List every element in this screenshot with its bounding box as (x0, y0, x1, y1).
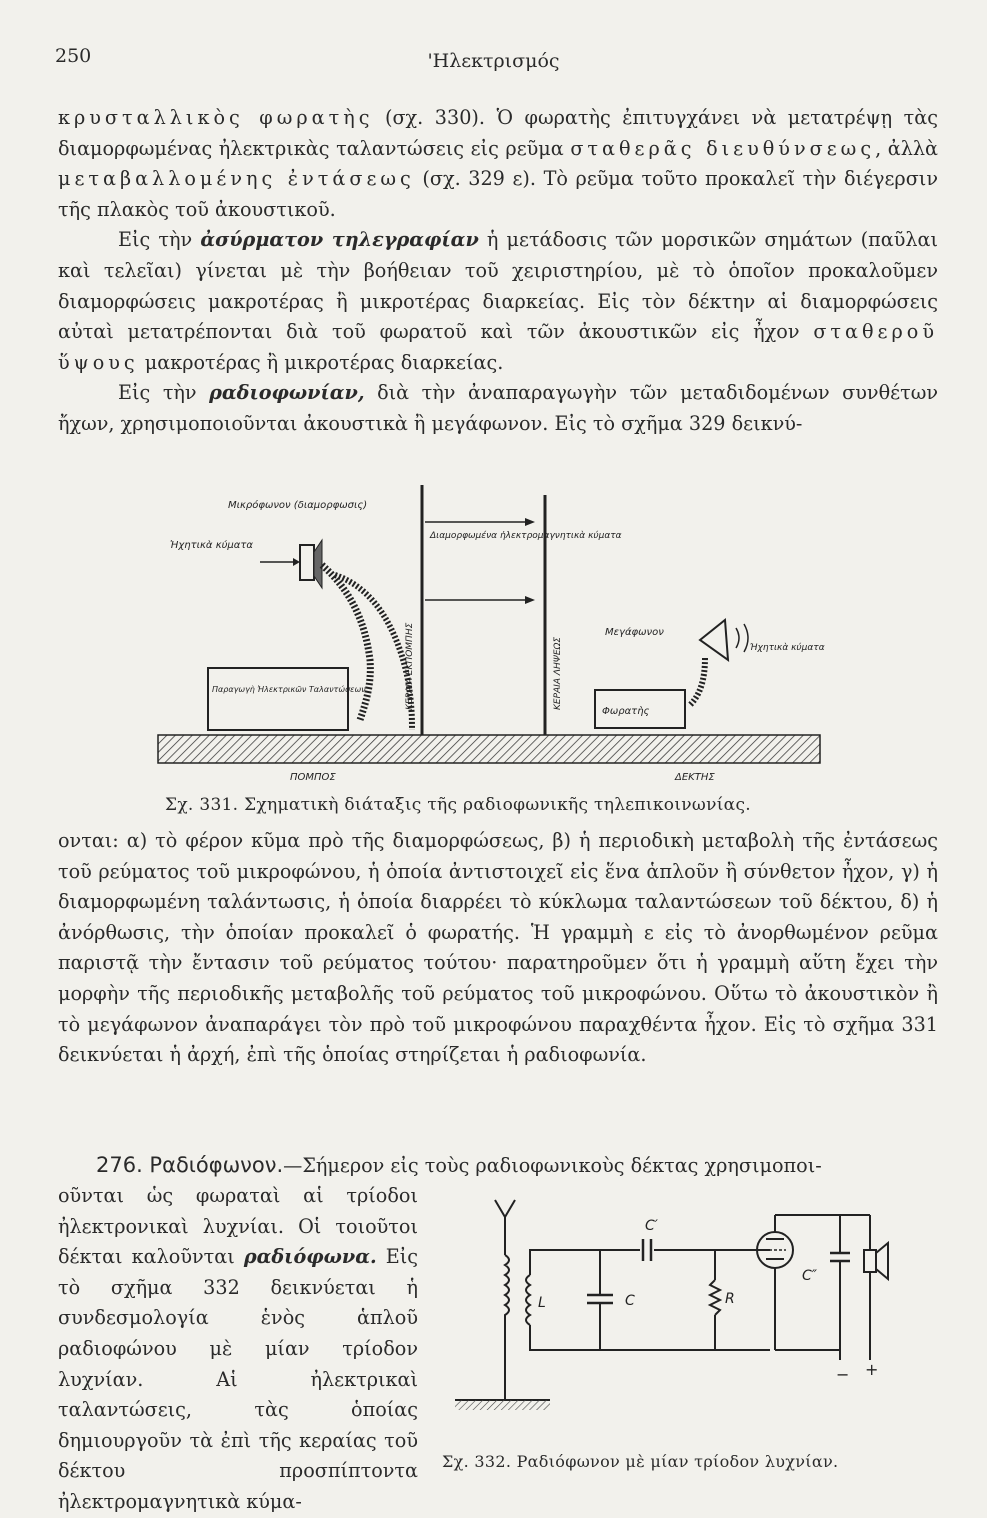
figure-332-circuit (440, 1195, 920, 1445)
label-transmit-antenna: ΚΕΡΑΙΑ ΕΚΠΟΜΠΗΣ (405, 622, 415, 710)
microphone-horn (314, 540, 322, 588)
label-oscillation-generator: Παραγωγὴ Ἠλεκτρικῶν Ταλαντώσεων (212, 685, 366, 694)
text-run: μακροτέρας ἢ μικροτέρας διαρκείας. (138, 350, 504, 374)
label-C-double: C″ (802, 1268, 818, 1284)
text-run: (σχ. 329 ε). Τὸ ρεῦμα τοῦτο προκαλεῖ τὴν διέγερσιν τῆς πλακὸς τοῦ ἀκουστικοῦ. (58, 167, 938, 221)
text-run: διὰ τὴν ἀναπαραγωγὴν τῶν μεταδιδομένων συνθέτων ἤχων, χρησιμοποιοῦνται ἀκουστικὰ ἢ μεγάφωνον. Εἰς τὸ σχῆμα 329 δεικνύ- (58, 381, 938, 435)
bold-term: ραδιοφωνίαν, (209, 381, 365, 405)
label-receive-antenna: ΚΕΡΑΙΑ ΛΗΨΕΩΣ (553, 636, 563, 710)
paragraph-5 (58, 1181, 418, 1518)
spaced-term: σταθερᾶς διευθύνσεως (570, 136, 876, 160)
wave-arrow-head (525, 518, 535, 526)
text-run: Εἰς τὸ σχῆμα 332 δεικνύεται ἡ συνδεσμολογία ἑνὸς ἁπλοῦ ραδιοφώνου μὲ μίαν τρίοδον λυχνίαν. Αἱ ἠλεκτρικαὶ ταλαντώσεις, τὰς ὁποίας δημιουργοῦν τὰ ἐπὶ τῆς κεραίας τοῦ δέκτου προσπίπτοντα ἠλεκτρομαγνητικὰ κύμα- (58, 1245, 418, 1513)
antenna-coil (505, 1255, 509, 1400)
label-C: C (625, 1293, 635, 1309)
text-run: (σχ. 330). Ὁ φωρατὴς ἐπιτυγχάνει νὰ μετατρέψῃ τὰς διαμορφωμένας ἠλεκτρικὰς ταλαντώσεις εἰς ρεῦμα (58, 106, 938, 160)
label-sound-waves-right: Ἠχητικὰ κύματα (750, 643, 825, 653)
bold-term: ραδιόφωνα. (243, 1245, 377, 1269)
section-first-line: —Σήμερον εἰς τοὺς ραδιοφωνικοὺς δέκτας χρησιμοποι- (283, 1154, 822, 1177)
label-receiver: ΔΕΚΤΗΣ (675, 772, 715, 783)
loudspeaker-cable (690, 658, 705, 705)
text-run: , ἀλλὰ (875, 136, 938, 160)
sound-arrow-head (293, 558, 300, 566)
label-plus: + (865, 1360, 879, 1379)
section-heading: 276. Ραδιόφωνον. (96, 1153, 284, 1177)
text-run: οῦνται ὡς φωραταὶ αἱ τρίοδοι ἠλεκτρονικαὶ λυχνίαι. Οἱ τοιοῦτοι δέκται καλοῦνται (58, 1184, 418, 1269)
label-sound-waves-left: Ἠχητικὰ κύματα (170, 540, 253, 551)
speaker-icon (864, 1250, 876, 1272)
oscillation-generator-box (208, 668, 348, 730)
figure-331-caption: Σχ. 331. Σχηματικὴ διάταξις τῆς ραδιοφωνικῆς τηλεπικοινωνίας. (165, 795, 751, 815)
text-run: Εἰς τὴν (118, 381, 210, 405)
paragraph-3 (58, 378, 938, 439)
label-minus: − (836, 1365, 850, 1384)
running-head: 'Ηλεκτρισμός (427, 50, 560, 72)
wave-arrow-head (525, 596, 535, 604)
spaced-term: μεταβαλλομένης ἐντάσεως (58, 167, 415, 191)
middle-text-block (58, 826, 938, 1071)
paragraph-1 (58, 103, 938, 225)
bold-term: ἀσύρματον τηλεγραφίαν (200, 228, 479, 252)
label-C-prime: C′ (645, 1218, 658, 1234)
text-run: Εἰς τὴν (118, 228, 201, 252)
microphone-cable (322, 565, 370, 720)
paragraph-4: ονται: α) τὸ φέρον κῦμα πρὸ τῆς διαμορφώσεως, β) ἡ περιοδικὴ μεταβολὴ τῆς ἐντάσεως τοῦ ρεύματος τοῦ μικροφώνου, ἡ ὁποία ἀντιστοιχεῖ εἰς ἕνα ἁπλοῦν ἢ σύνθετον ἦχον, γ) ἡ διαμορφωμένη ταλάντωσις, ἡ ὁποία διαρρέει τὸ κύκλωμα ταλαντώσεων τοῦ δέκτου, δ) ἡ ἀνόρθωσις, τὴν ὁποίαν προκαλεῖ ὁ φωρατής. Ἡ γραμμὴ ε εἰς τὸ ἀνορθωμένον ρεῦμα παριστᾷ τὴν ἔντασιν τοῦ ρεύματος τούτου· παρατηροῦμεν ὅτι ἡ γραμμὴ αὕτη ἔχει τὴν μορφὴν τῆς περιοδικῆς μεταβολῆς τοῦ ρεύματος τοῦ μικροφώνου. Οὕτω τὸ ἀκουστικὸν ἢ τὸ μεγάφωνον ἀναπαράγει τὸν πρὸ τοῦ μικροφώνου παραχθέντα ἦχον. Εἰς τὸ σχῆμα 331 δεικνύεται ἡ ἀρχή, ἐπὶ τῆς ὁποίας στηρίζεται ἡ ραδιοφωνία. (58, 829, 938, 1067)
sound-wave (736, 624, 748, 652)
figure-332-caption: Σχ. 332. Ραδιόφωνον μὲ μίαν τρίοδον λυχνίαν. (442, 1452, 839, 1471)
ground-hatch (455, 1400, 550, 1410)
label-detector: Φωρατὴς (602, 706, 650, 717)
inductor-L (526, 1275, 530, 1325)
label-microphone: Μικρόφωνον (διαμορφωσις) (228, 500, 368, 511)
resistor-R (710, 1280, 720, 1315)
ground-strip (158, 735, 820, 763)
spaced-term: σταθεροῦ ὕψους (58, 320, 938, 374)
antenna-symbol (495, 1200, 515, 1255)
figure-331-diagram (150, 480, 830, 790)
label-modulated-waves: Διαμορφωμένα ἠλεκτρομαγνητικὰ κύματα (430, 531, 622, 541)
microphone-icon (300, 545, 314, 580)
speaker-cone (876, 1243, 888, 1279)
spaced-term: κρυσταλλικὸς φωρατὴς (58, 106, 374, 129)
label-R: R (725, 1291, 735, 1307)
page-number: 250 (55, 45, 92, 67)
top-text-block (58, 103, 938, 440)
paragraph-2 (58, 225, 938, 378)
section-276-column (58, 1181, 418, 1518)
section-276-first-line (96, 1150, 946, 1182)
label-transmitter: ΠΟΜΠΟΣ (290, 772, 336, 783)
loudspeaker-icon (700, 620, 728, 660)
label-loudspeaker: Μεγάφωνον (605, 627, 664, 638)
text-run: ἡ μετάδοσις τῶν μορσικῶν σημάτων (παῦλαι καὶ τελεῖαι) γίνεται μὲ τὴν βοήθειαν τοῦ χειριστηρίου, μὲ τὸ ὁποῖον προκαλοῦμεν διαμορφώσεις μακροτέρας ἢ μικροτέρας διαρκείας. Εἰς τὸν δέκτην αἱ διαμορφώσεις αὐταὶ μετατρέπονται διὰ τοῦ φωρατοῦ καὶ τῶν ἀκουστικῶν εἰς ἦχον (58, 228, 938, 344)
label-L: L (538, 1295, 546, 1311)
